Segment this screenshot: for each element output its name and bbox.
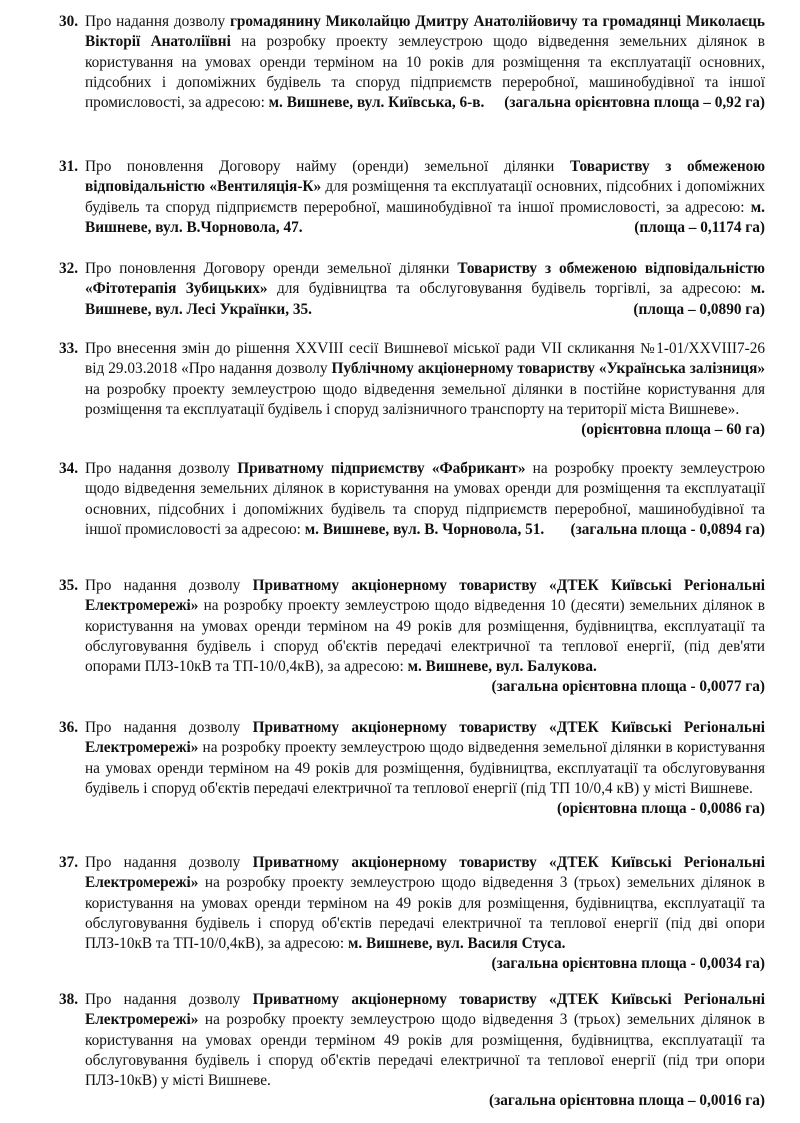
item-area: (загальна площа - 0,0894 га) — [570, 520, 765, 538]
item-text-part: Про поновлення Договору оренди земельної ділянки — [85, 260, 458, 277]
item-text-part: на розробку проекту землеустрою щодо відведення 3 (трьох) земельних ділянок в користування на умовах оренди терміном на 49 років для розміщення, будівництва, експлуатації та обслуговування будівель і споруд об'єктів передачі електричної та теплової енергії (під дві опори ПЛЗ-10кВ та ТП-10/0,4кВ), за адресою: — [85, 874, 765, 953]
item-text-part: Про надання дозволу — [85, 460, 238, 477]
item-text-part: Про надання дозволу — [85, 577, 253, 594]
item-text-part: Про надання дозволу — [85, 991, 253, 1008]
item-area: (загальна орієнтовна площа – 0,0016 га) — [488, 1092, 765, 1110]
item-text-part: на розробку проекту землеустрою щодо відведення земельної ділянки в користування на умовах оренди терміном на 49 років для розміщення, будівництва, експлуатації та обслуговування будівель і споруд об'єктів передачі електричної та теплової енергії (під ТП 10/0,4 кВ) у місті Вишневе. — [85, 739, 765, 797]
item-address: м. Вишневе, вул. Балукова. — [407, 658, 597, 676]
item-number: 30. — [59, 13, 79, 30]
item-text-part: для будівництва та обслуговування будівель торгівлі, за адресою: — [267, 280, 751, 298]
item-number: 33. — [59, 340, 79, 357]
item-text-part: на розробку проекту землеустрою щодо відведення 10 (десяти) земельних ділянок в користування на умовах оренди терміном на 49 років для розміщення, будівництва, експлуатації та обслуговування будівель і споруд об'єктів передачі електричної та теплової енергії, (під дев'яти опорами ПЛЗ-10кВ та ТП-10/0,4кВ), за адресою: — [85, 597, 765, 676]
item-subject: Приватному акціонерному товариству «ДТЕК Київські Регіональні Електромережі» — [85, 577, 766, 615]
item-text-part: Про поновлення Договору найму (оренди) земельної ділянки — [85, 158, 570, 175]
item-number: 38. — [59, 991, 79, 1008]
item-address: м. Вишневе, вул. Київська, 6-в. — [268, 94, 485, 112]
item-text-part: на розробку проекту землеустрою щодо відведення земельних ділянок в користування на умовах оренди для розміщення та експлуатації основних, підсобних і допоміжних будівель та споруд підприємств переробної, машинобудівної та іншої промисловості за адресою: — [85, 460, 766, 538]
item-text-part: Про внесення змін до рішення XXVIII сесії Вишневої міської ради VII скликання №1-01/XXVIII7-26 від 29.03.2018 «Про надання дозволу — [85, 340, 765, 378]
item-text — [85, 339, 765, 440]
item-number: 37. — [59, 854, 79, 871]
item-address: м. Вишневе, вул. Лесі Українки, 35. — [85, 280, 765, 318]
item-subject: Приватному акціонерному товариству «ДТЕК Київські Регіональні Електромережі» — [85, 719, 766, 757]
item-number: 35. — [59, 577, 79, 594]
item-text-part: на розробку проекту землеустрою щодо відведення 3 (трьох) земельних ділянок в користування на умовах оренди терміном 49 років для розміщення, будівництва, експлуатації та обслуговування будівель і споруд об'єктів передачі електричної та теплової енергії (під три опори ПЛЗ-10кВ) у місті Вишневе. — [85, 1011, 765, 1090]
item-text-part: для розміщення та експлуатації основних, підсобних і допоміжних будівель та споруд підприємств переробної, машинобудівної та іншої промисловості, за адресою: — [85, 178, 765, 216]
item-text — [85, 12, 765, 113]
item-text-part: на розробку проекту землеустрою щодо відведення земельної ділянки в постійне користування для розміщення та експлуатації будівель і споруд залізничного транспорту на території міста Вишневе». — [85, 380, 765, 418]
item-subject: Товариству з обмеженою відповідальністю «Вентиляція-К» — [85, 158, 766, 196]
item-area: (загальна орієнтовна площа - 0,0077 га) — [491, 678, 765, 696]
item-text-part: Про надання дозволу — [85, 854, 253, 871]
item-text — [85, 157, 765, 238]
item-number: 32. — [59, 260, 79, 277]
item-subject: Приватному акціонерному товариству «ДТЕК Київські Регіональні Електромережі» — [85, 991, 766, 1029]
item-text-part: на розробку проекту землеустрою щодо відведення земельних ділянок в користування на умовах оренди терміном на 10 років для розміщення та експлуатації основних, підсобних і допоміжних будівель та споруд підприємств переробної, машинобудівної та іншої промисловості, за адресою: — [85, 33, 765, 112]
item-text — [85, 459, 765, 540]
item-address: м. Вишневе, вул. В.Чорновола, 47. — [85, 198, 765, 236]
item-text-part: Про надання дозволу — [85, 13, 230, 30]
item-area: (орієнтовна площа - 0,0086 га) — [557, 800, 765, 818]
item-area: (загальна орієнтовна площа - 0,0034 га) — [491, 955, 765, 973]
item-address: м. Вишневе, вул. Василя Стуса. — [347, 935, 566, 953]
item-number: 34. — [59, 460, 79, 477]
item-text-part: Про надання дозволу — [85, 719, 253, 736]
item-subject: Публічному акціонерному товариству «Українська залізниця» — [331, 360, 766, 378]
item-subject: Приватному підприємству «Фабрикант» — [237, 460, 526, 477]
item-number: 36. — [59, 719, 79, 736]
item-text — [85, 576, 765, 698]
item-text — [85, 990, 765, 1112]
item-subject: Приватному акціонерному товариству «ДТЕК Київські Регіональні Електромережі» — [85, 854, 766, 892]
item-area: (орієнтовна площа – 60 га) — [581, 421, 765, 439]
item-text — [85, 718, 765, 819]
item-subject: громадянину Миколайцю Дмитру Анатолійовичу та громадянці Миколаєць Вікторії Анатоліївні — [85, 13, 766, 51]
item-text — [85, 259, 765, 320]
item-text — [85, 853, 765, 975]
item-address: м. Вишневе, вул. В. Чорновола, 51. — [304, 520, 545, 538]
item-area: (площа – 0,0890 га) — [633, 300, 765, 318]
item-subject: Товариству з обмеженою відповідальністю «Фітотерапія Зубицьких» — [85, 260, 765, 298]
item-area: (площа – 0,1174 га) — [634, 218, 765, 236]
item-area: (загальна орієнтовна площа – 0,92 га) — [504, 94, 765, 112]
item-number: 31. — [59, 158, 79, 175]
